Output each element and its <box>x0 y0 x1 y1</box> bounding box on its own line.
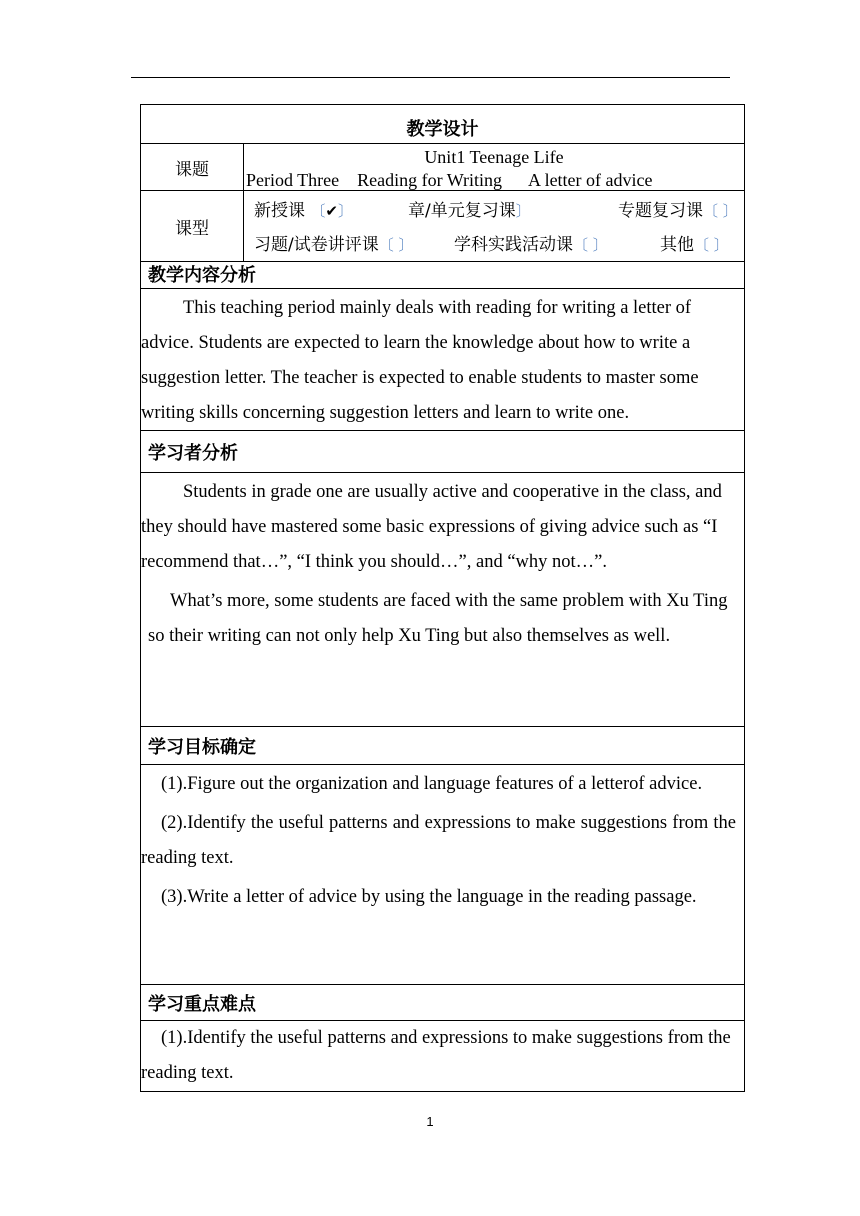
option-unit-review[interactable] <box>408 200 531 222</box>
option-label: 其他 <box>660 235 694 255</box>
topic-row <box>141 144 744 191</box>
option-label: 专题复习课 <box>618 201 703 221</box>
option-label: 习题/试卷讲评课 <box>254 235 379 255</box>
option-label: 学科实践活动课 <box>454 235 573 255</box>
content-analysis-body <box>141 289 744 431</box>
key-points-heading: 学习重点难点 <box>141 985 744 1021</box>
lesson-plan-table <box>140 104 745 1092</box>
learner-paragraph-1: Students in grade one are usually active and cooperative in the class, and they should have mastered some basic expressions of giving advice such as “I recommend that…”, “I think you should…”, and “why not…”. <box>141 482 722 572</box>
checked-box-icon[interactable]: 〔✔〕 <box>310 202 354 220</box>
learner-paragraph-2: What’s more, some students are faced with the same problem with Xu Ting so their writing can not only help Xu Ting but also themselves as well. <box>148 591 728 646</box>
lesson-type-options <box>244 191 744 261</box>
option-practice-activity[interactable] <box>454 234 608 256</box>
topic-unit: Unit1 Teenage Life <box>424 147 564 167</box>
topic-period: Period Three Reading for Writing A letter of advice <box>246 170 653 190</box>
objective-item: (2).Identify the useful patterns and expressions to make suggestions from the reading text. <box>141 813 736 868</box>
table-title: 教学设计 <box>141 105 744 144</box>
header-rule <box>131 77 730 78</box>
checkbox-icon[interactable]: 〔 〕 <box>378 236 414 254</box>
checkbox-icon[interactable]: 〔 〕 <box>573 236 608 254</box>
learner-analysis-body <box>141 473 744 727</box>
option-new-lesson[interactable] <box>254 200 353 222</box>
option-topic-review[interactable] <box>618 200 738 222</box>
lesson-type-label: 课型 <box>141 191 244 261</box>
objective-item: (3).Write a letter of advice by using the language in the reading passage. <box>161 887 697 907</box>
checkbox-icon[interactable]: 〔 〕 <box>694 236 729 254</box>
objective-item: (1).Figure out the organization and language features of a letterof advice. <box>161 774 703 794</box>
option-label: 新授课 <box>254 201 305 221</box>
objectives-heading: 学习目标确定 <box>141 727 744 765</box>
checkbox-icon[interactable]: 〕 <box>515 202 531 220</box>
option-exercise-review[interactable] <box>254 234 414 256</box>
objectives-body <box>141 765 744 985</box>
topic-value <box>244 144 744 190</box>
topic-label: 课题 <box>141 144 244 190</box>
learner-analysis-heading: 学习者分析 <box>141 431 744 473</box>
option-other[interactable] <box>660 234 729 256</box>
checkbox-icon[interactable]: 〔 〕 <box>703 202 738 220</box>
key-point-item: (1).Identify the useful patterns and expressions to make suggestions from the reading text. <box>141 1028 731 1083</box>
option-label: 章/单元复习课 <box>408 201 516 221</box>
content-analysis-text: This teaching period mainly deals with reading for writing a letter of advice. Students are expected to learn the knowledge about how to write a suggestion letter. The teacher is expected to enable students to master some writing skills concerning suggestion letters and learn to write one. <box>141 298 699 423</box>
lesson-type-row <box>141 191 744 262</box>
key-points-body <box>141 1021 744 1091</box>
content-analysis-heading: 教学内容分析 <box>141 262 744 289</box>
page-number: 1 <box>426 1114 434 1129</box>
